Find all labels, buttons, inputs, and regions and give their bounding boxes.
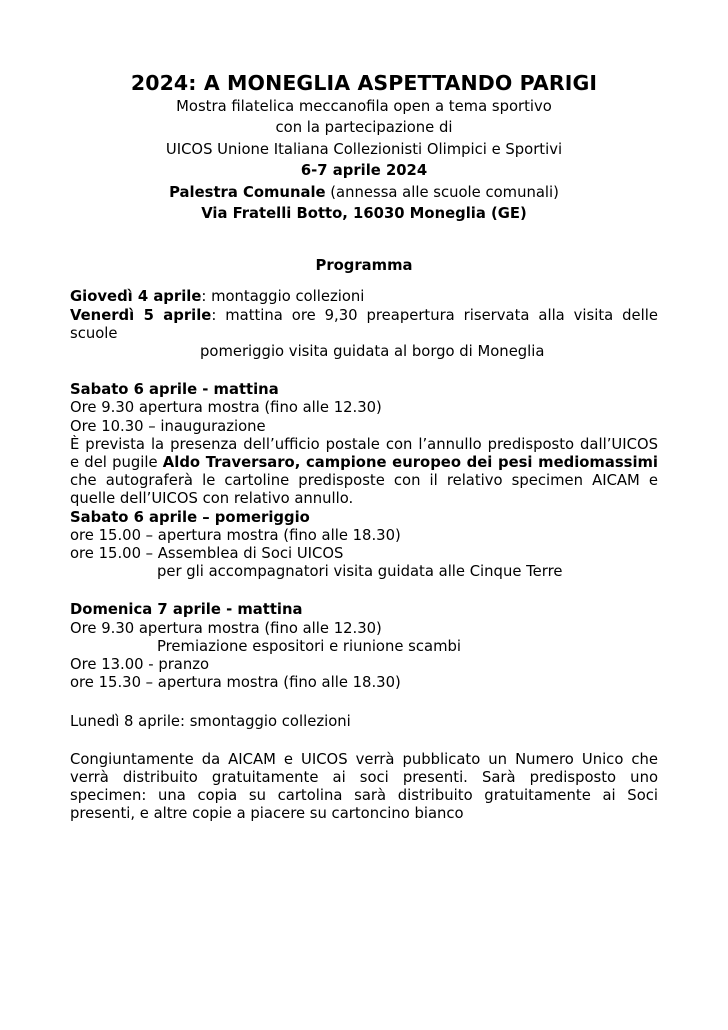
saturday-afternoon-assembly: ore 15.00 – Assemblea di Soci UICOS xyxy=(70,545,344,563)
saturday-afternoon-tour: per gli accompagnatori visita guidata alle Cinque Terre xyxy=(157,563,563,581)
program-body xyxy=(70,288,658,823)
thursday-day: Giovedì 4 aprile xyxy=(70,288,202,306)
friday-line xyxy=(70,307,658,343)
paragraph-end: che autograferà le cartoline predisposte con il relativo specimen AICAM e quelle dell’UICOS con relativo annullo. xyxy=(70,472,658,508)
event-dates: 6-7 aprile 2024 xyxy=(300,162,428,180)
saturday-afternoon-opening: ore 15.00 – apertura mostra (fino alle 18.30) xyxy=(70,526,401,544)
document-header xyxy=(70,70,658,224)
saturday-morning-paragraph xyxy=(70,436,658,509)
saturday-morning-inauguration: Ore 10.30 – inaugurazione xyxy=(70,417,266,435)
document-page xyxy=(70,70,658,824)
paragraph-start: È prevista la presenza dell’ufficio postale con l’annullo predisposto dall’UICOS e del pugile xyxy=(70,435,658,472)
sunday-awards: Premiazione espositori e riunione scambi xyxy=(157,637,462,655)
sunday-lunch: Ore 13.00 - pranzo xyxy=(70,656,210,674)
event-venue xyxy=(70,182,658,203)
program-heading: Programma xyxy=(315,257,413,275)
venue-note: (annessa alle scuole comunali) xyxy=(325,183,559,201)
sunday-morning-opening: Ore 9.30 apertura mostra (fino alle 12.30) xyxy=(70,619,382,637)
sunday-afternoon-opening: ore 15.30 – apertura mostra (fino alle 18.30) xyxy=(70,674,401,692)
friday-day: Venerdì 5 aprile xyxy=(70,306,212,324)
saturday-afternoon-heading: Sabato 6 aprile – pomeriggio xyxy=(70,508,310,526)
sunday-morning-heading: Domenica 7 aprile - mattina xyxy=(70,601,303,619)
subtitle-participation: con la partecipazione di xyxy=(275,119,453,137)
thursday-line xyxy=(70,288,658,306)
document-title: 2024: A MONEGLIA ASPETTANDO PARIGI xyxy=(130,71,598,95)
subtitle-exhibition: Mostra filatelica meccanofila open a tema sportivo xyxy=(176,98,552,115)
saturday-morning-heading: Sabato 6 aprile - mattina xyxy=(70,381,279,399)
event-address: Via Fratelli Botto, 16030 Moneglia (GE) xyxy=(201,205,527,223)
boxer-name: Aldo Traversaro, campione europeo dei pesi mediomassimi xyxy=(162,454,659,472)
saturday-morning-opening: Ore 9.30 apertura mostra (fino alle 12.30) xyxy=(70,399,382,417)
closing-paragraph: Congiuntamente da AICAM e UICOS verrà pubblicato un Numero Unico che verrà distribuito gratuitamente ai soci presenti. Sarà predisposto uno specimen: una copia su cartolina sarà distribuito gratuitamente ai Soci presenti, e altre copie a piacere su cartoncino bianco xyxy=(70,750,658,823)
friday-text: : mattina ore 9,30 preapertura riservata alla visita delle scuole xyxy=(70,306,658,342)
thursday-text: : montaggio collezioni xyxy=(201,288,365,306)
monday-line: Lunedì 8 aprile: smontaggio collezioni xyxy=(70,712,351,730)
subtitle-organization: UICOS Unione Italiana Collezionisti Olimpici e Sportivi xyxy=(165,140,563,158)
venue-name: Palestra Comunale xyxy=(169,183,326,201)
friday-afternoon: pomeriggio visita guidata al borgo di Moneglia xyxy=(200,343,545,361)
